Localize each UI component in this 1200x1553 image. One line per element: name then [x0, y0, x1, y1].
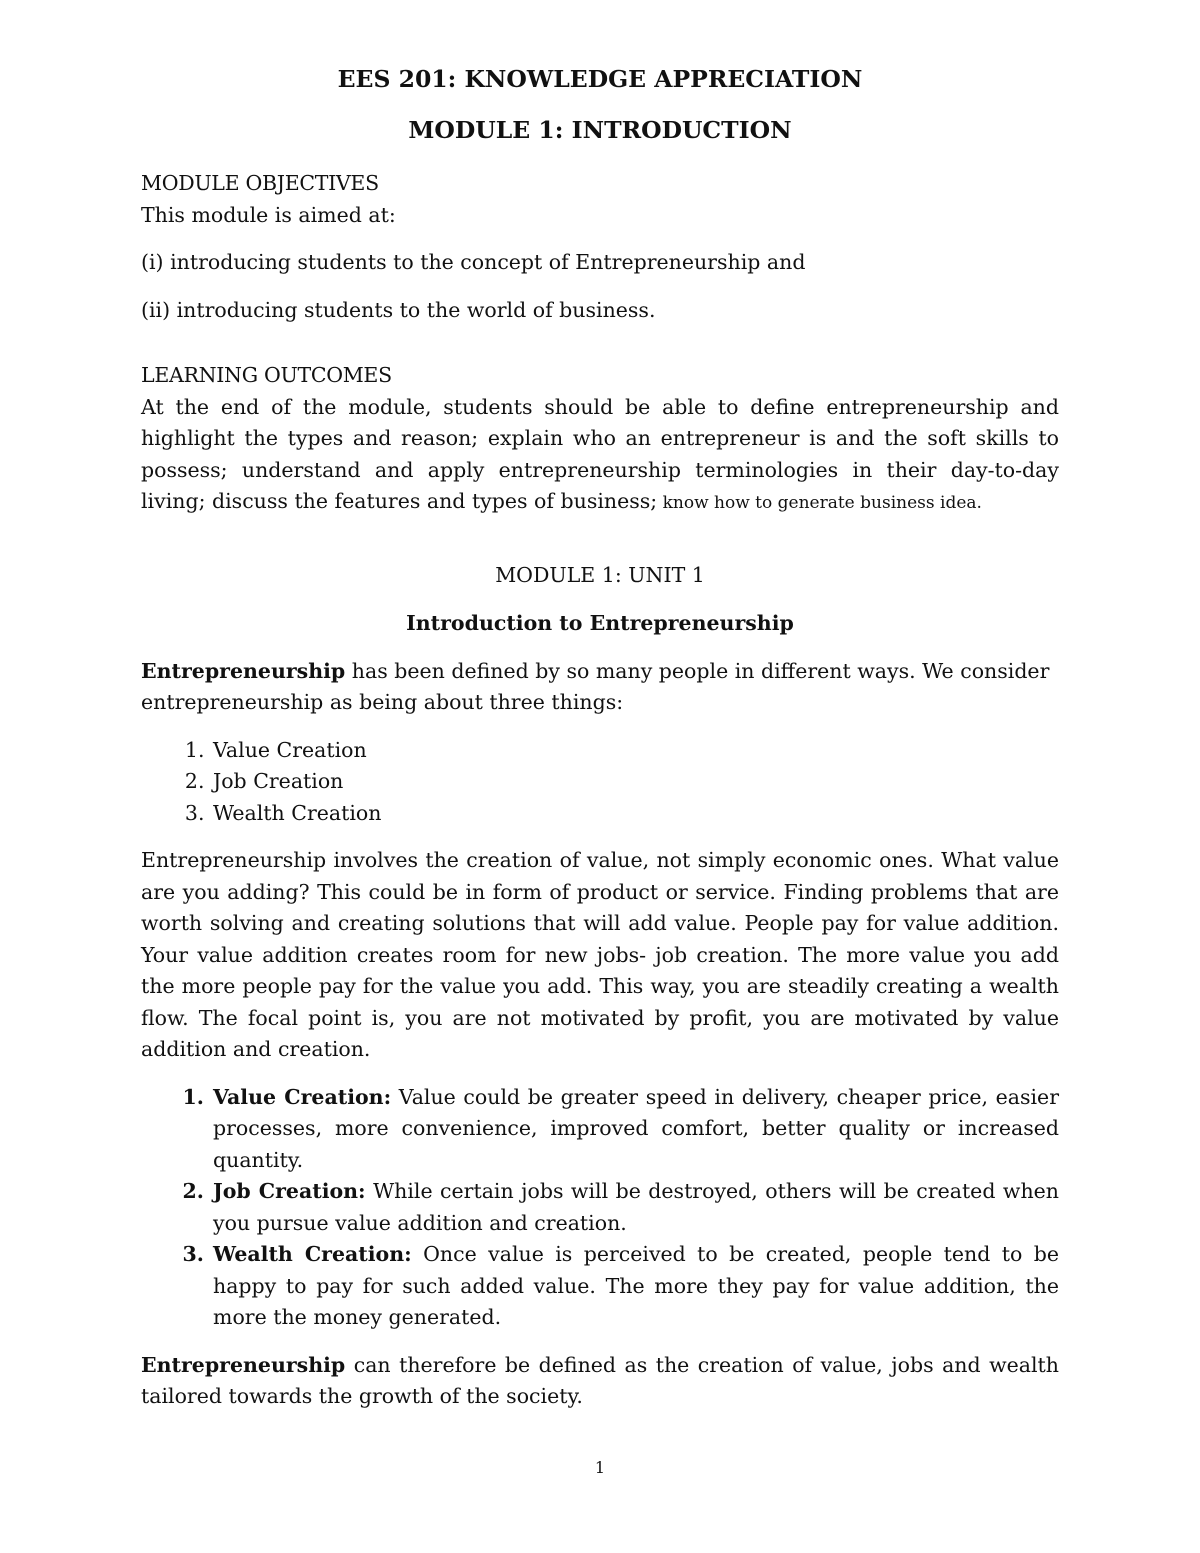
intro-term: Entrepreneurship: [141, 658, 346, 683]
list-item: 2. Job Creation: [211, 766, 1059, 798]
detail-desc: Value could be greater speed in delivery, cheaper price, easier processes, more convenience, improved comfort, better quality or increased quantity.: [213, 1084, 1059, 1172]
detail-term: Wealth Creation:: [213, 1242, 412, 1266]
detail-term: Value Creation:: [213, 1084, 392, 1109]
definition-paragraph: [141, 1350, 1059, 1413]
intro-rest: has been defined by so many people in different ways. We consider entrepreneurship as being about three things:: [141, 658, 1050, 714]
detail-desc: While certain jobs will be destroyed, others will be created when you pursue value addition and creation.: [213, 1179, 1059, 1235]
module-objectives: [141, 168, 1059, 326]
unit-section: [141, 560, 1059, 1413]
three-things-list: [141, 735, 1059, 830]
detail-item: [211, 1082, 1059, 1177]
learning-outcomes: [141, 360, 1059, 520]
outcomes-heading: LEARNING OUTCOMES: [141, 363, 392, 387]
course-title: EES 201: KNOWLEDGE APPRECIATION: [337, 65, 863, 93]
unit-title: MODULE 1: UNIT 1: [495, 562, 705, 587]
detail-desc: Once value is perceived to be created, people tend to be happy to pay for such added value. The more they pay for value addition, the more the money generated.: [213, 1242, 1059, 1329]
module-title: MODULE 1: INTRODUCTION: [408, 115, 792, 144]
outcomes-text: [141, 392, 1059, 520]
definition-rest: can therefore be defined as the creation of value, jobs and wealth tailored towards the growth of the society.: [141, 1352, 1059, 1408]
detail-item: [211, 1239, 1059, 1334]
outcomes-text-small: know how to generate business idea.: [657, 493, 982, 513]
list-item: 1. Value Creation: [211, 735, 1059, 767]
details-list: [141, 1082, 1059, 1334]
detail-item: [211, 1176, 1059, 1239]
definition-term: Entrepreneurship: [141, 1352, 346, 1377]
detail-term: Job Creation:: [213, 1179, 366, 1203]
unit-paragraph: Entrepreneurship involves the creation of value, not simply economic ones. What value are you adding? This could be in form of product or service. Finding problems that are worth solving and creating solutions that will add value. People pay for value addition. Your value addition creates room for new jobs- job creation. The more value you add the more people pay for the value you add. This way, you are steadily creating a wealth flow. The focal point is, you are not motivated by profit, you are motivated by value addition and creation.: [141, 848, 1059, 1061]
objectives-intro: This module is aimed at:: [141, 202, 396, 227]
list-item: 3. Wealth Creation: [211, 798, 1059, 830]
unit-intro: [141, 656, 1059, 719]
document-page: [141, 60, 1059, 1413]
page-number: 1: [594, 1458, 606, 1477]
outcomes-text-main: At the end of the module, students should be able to define entrepreneurship and highlight the types and reason; explain who an entrepreneur is and the soft skills to possess; understand and apply entrepreneurship terminologies in their day-to-day living; discuss the features and types of business;: [141, 394, 1059, 513]
objective-item: (i) introducing students to the concept of Entrepreneurship and: [141, 250, 806, 274]
unit-subtitle: Introduction to Entrepreneurship: [406, 611, 794, 635]
objectives-heading: MODULE OBJECTIVES: [141, 171, 379, 195]
objective-item: (ii) introducing students to the world of business.: [141, 297, 656, 322]
